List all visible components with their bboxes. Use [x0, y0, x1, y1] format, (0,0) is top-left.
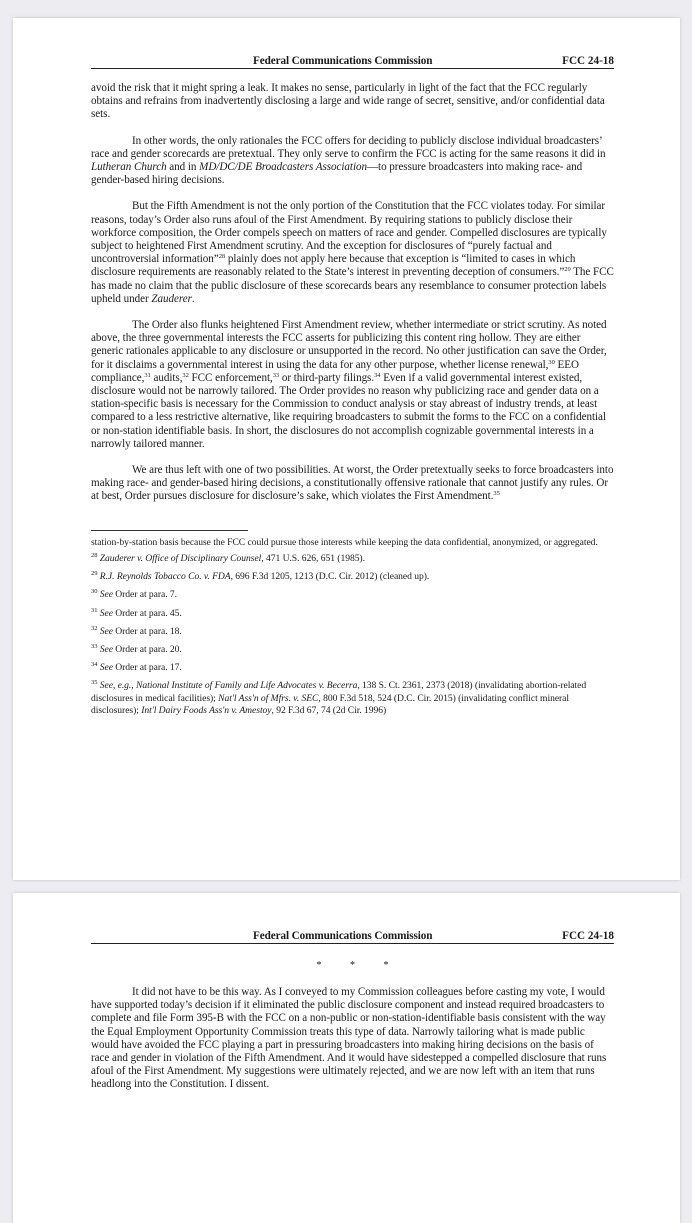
citation-text: , 696 F.3d 1205, 1213 (D.C. Cir. 2012) (cleaned up). — [230, 571, 430, 583]
footnote-number: 31 — [91, 606, 98, 614]
footnote-32 — [91, 626, 614, 638]
paragraph-first-amendment — [91, 200, 614, 306]
case-name: Lutheran Church — [91, 161, 167, 174]
signal-word: See — [99, 625, 113, 637]
footnote-ref[interactable]: 29 — [564, 266, 571, 274]
asterisk: * — [316, 960, 322, 971]
citation-text: , 92 F.3d 67, 74 (2d Cir. 1996) — [271, 704, 387, 716]
text-run: or third-party filings. — [279, 371, 375, 384]
footnotes — [91, 537, 614, 717]
signal-word: See — [99, 643, 113, 655]
case-name: National Institute of Family and Life Advocates v. Becerra — [135, 680, 358, 692]
citation-text: , — [131, 680, 136, 692]
header-document-number: FCC 24-18 — [562, 930, 614, 942]
paragraph-continued: avoid the risk that it might spring a leak. It makes no sense, particularly in light of the fact that the FCC regularly obtains and refrains from inadvertently disclosing a large and wide range of secret, sensitive, and/or confidential data sets. — [91, 82, 605, 121]
text-run: EEO compliance, — [91, 358, 579, 384]
citation-text: Order at para. 17. — [112, 662, 182, 674]
footnote-number: 33 — [91, 642, 98, 650]
citation-text: , 800 F.3d 518, 524 (D.C. Cir. 2015) (invalidating conflict mineral disclosures); — [91, 692, 569, 716]
header-title: Federal Communications Commission — [253, 930, 433, 942]
asterisk: * — [383, 960, 389, 971]
header-title: Federal Communications Commission — [253, 55, 433, 67]
citation-text: , 471 U.S. 626, 651 (1985). — [261, 552, 365, 564]
citation-text: Order at para. 45. — [112, 607, 182, 619]
footnote-separator — [91, 530, 248, 531]
signal-word: See — [99, 607, 113, 619]
text-run: The Order also flunks heightened First Amendment review, whether intermediate or strict scrutiny. As noted above, the three governmental interests the FCC asserts for publicizing this content ring hollow. They are either generic rationales applicable to any disclosure or unsupported in the record. No other justification can save the Order, for it disclaims a governmental interest in using the data for any other purpose, whether license renewal, — [91, 319, 607, 371]
paragraph-heightened-review — [91, 319, 614, 451]
text-run: audits, — [150, 371, 183, 384]
paragraph-pretextual — [91, 135, 614, 188]
case-name: Zauderer — [151, 292, 192, 305]
text-run: plainly does not apply here because that exception is “limited to cases in which disclosure requirements are reasonably related to the State’s interest in preventing deception of consumers.” — [91, 253, 576, 279]
paragraph-two-possibilities — [91, 464, 614, 504]
document-page-2 — [13, 893, 680, 1223]
page-header — [91, 928, 614, 944]
citation-text: Order at para. 20. — [112, 643, 182, 655]
asterisk: * — [350, 960, 355, 971]
footnote-31 — [91, 608, 614, 620]
footnote-ref[interactable]: 34 — [374, 371, 381, 379]
case-name: Zauderer v. Office of Disciplinary Counsel — [99, 552, 262, 564]
text-run: In other words, the only rationales the FCC offers for deciding to publicly disclose individual broadcasters’ race and gender scorecards are pretextual. They only serve to confirm the FCC is acting for the same reasons it did in — [91, 134, 606, 160]
case-name: MD/DC/DE Broadcasters Association — [199, 161, 367, 174]
text-run: and in — [166, 161, 200, 174]
footnote-number: 28 — [91, 551, 98, 559]
text-run: Even if a valid governmental interest existed, disclosure would not be narrowly tailored. The Order provides no reason why publicizing race and gender data on a station-specific basis is necessary for the Commission to conduct analysis or stay abreast of industry trends, at least compared to a less restrictive alternative, like requiring broadcasters to submit the forms to the FCC on a confidential or non-station identifiable basis. In short, the disclosures do not accomplish cognizable governmental interests in a narrowly tailored manner. — [91, 371, 606, 450]
citation-text: Order at para. 7. — [112, 589, 178, 601]
footnote-ref[interactable]: 31 — [144, 371, 151, 379]
text-run: But the Fifth Amendment is not the only portion of the Constitution that the FCC violates today. For similar reasons, today’s Order also runs afoul of the First Amendment. By requiring stations to publicly disclose their workforce composition, the Order compels speech on matters of race and gender. Compelled disclosures are typically subject to heightened First Amendment scrutiny. And the exception for disclosures of “purely factual and uncontroversial information” — [91, 200, 607, 266]
footnote-ref[interactable]: 28 — [218, 253, 226, 261]
case-name: Nat'l Ass'n of Mfrs. v. SEC — [218, 692, 319, 704]
footnote-number: 30 — [91, 588, 98, 596]
footnote-30 — [91, 589, 614, 601]
text-run: The FCC has made no claim that the public disclosure of these scorecards bears any resemblance to consumer protection labels upheld under — [91, 266, 614, 305]
footnote-34 — [91, 662, 614, 674]
footnote-33 — [91, 644, 614, 656]
header-document-number: FCC 24-18 — [562, 55, 614, 67]
footnote-28 — [91, 553, 614, 565]
text-run: We are thus left with one of two possibilities. At worst, the Order pretextually seeks to force broadcasters into making race- and gender-based hiring decisions, a constitutionally offensive rationale that cannot justify any rules. Or at best, Order pursues disclosure for disclosure’s sake, which violates the First Amendment. — [91, 464, 614, 503]
text-run: FCC enforcement, — [188, 371, 273, 384]
page-2-content — [91, 928, 614, 1092]
footnote-29 — [91, 571, 614, 583]
footnote-number: 29 — [91, 570, 98, 578]
page-header — [91, 53, 614, 69]
citation-text: Order at para. 18. — [112, 625, 182, 637]
footnote-number: 35 — [91, 679, 98, 687]
signal-word: See — [99, 589, 113, 601]
footnote-number: 34 — [91, 661, 98, 669]
paragraph-dissent: It did not have to be this way. As I conveyed to my Commission colleagues before casting my vote, I would have supported today’s decision if it eliminated the public disclosure component and instead required broadcasters to complete and file Form 395-B with the FCC on a non-public or non-station-identifiable basis consistent with the way the Equal Employment Opportunity Commission treats this type of data. Narrowly tailoring what is made public would have avoided the FCC playing a part in pressuring broadcasters into making hiring decisions on the basis of race and gender in violation of the Fifth Amendment. And it would have sidestepped a compelled disclosure that runs afoul of the First Amendment. My suggestions were ultimately rejected, and we are now left with an item that runs headlong into the Constitution. I dissent. — [91, 986, 607, 1091]
footnote-number: 32 — [91, 624, 98, 632]
case-name: Int'l Dairy Foods Ass'n v. Amestoy — [141, 704, 272, 716]
footnote-ref[interactable]: 33 — [272, 371, 280, 379]
signal-word: See — [99, 662, 113, 674]
text-run: . — [191, 292, 195, 305]
footnote-ref[interactable]: 32 — [182, 371, 189, 379]
footnote-ref[interactable]: 30 — [548, 358, 555, 366]
section-separator — [91, 960, 614, 971]
footnote-35 — [91, 680, 614, 717]
footnote-ref[interactable]: 35 — [493, 490, 500, 498]
citation-text: , 138 S. Ct. 2361, 2373 (2018) (invalidating abortion-related disclosures in medical facilities); — [91, 680, 587, 704]
document-page-1 — [13, 18, 680, 880]
text-run: —to pressure broadcasters into making race- and gender-based hiring decisions. — [91, 161, 583, 187]
footnote-continued: station-by-station basis because the FCC could pursue those interests while keeping the data confidential, anonymized, or aggregated. — [91, 536, 598, 548]
case-name: R.J. Reynolds Tobacco Co. v. FDA — [99, 571, 231, 583]
signal-word: See, e.g. — [99, 680, 132, 692]
page-1-content — [91, 53, 614, 717]
